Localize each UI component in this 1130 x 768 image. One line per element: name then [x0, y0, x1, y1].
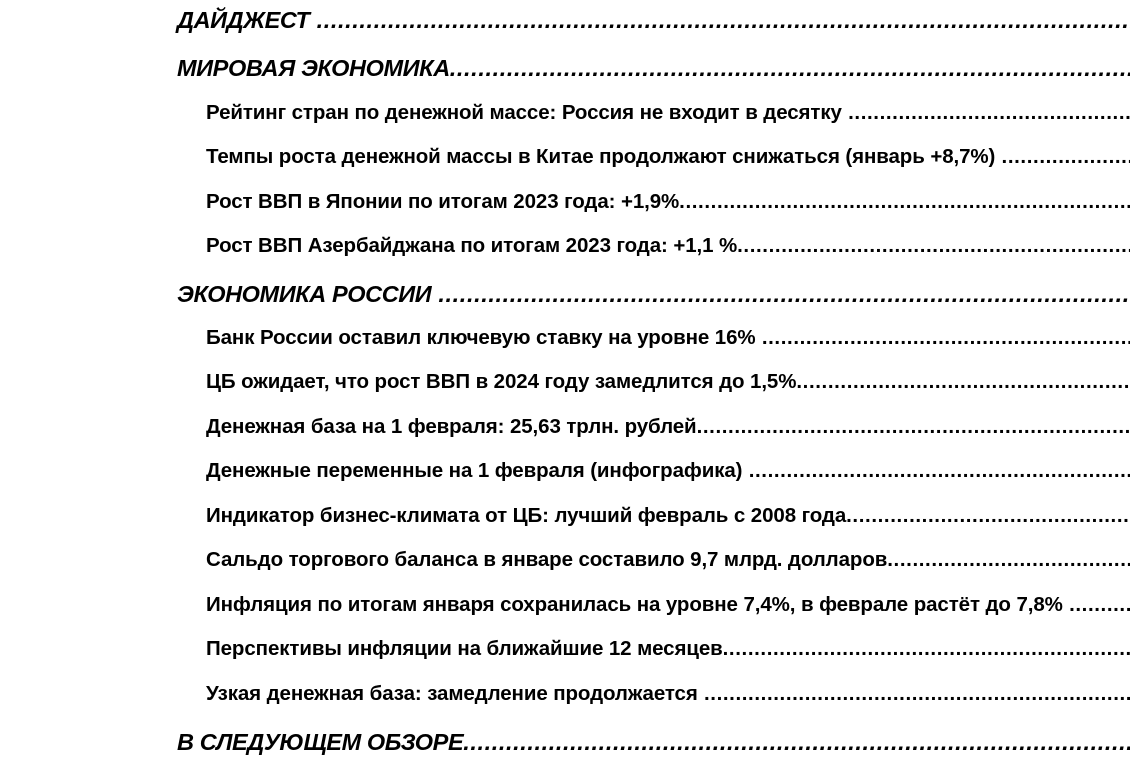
toc-item-title: Сальдо торгового баланса в январе составило 9,7 млрд. долларов [206, 548, 888, 571]
toc-item[interactable] [0, 590, 1130, 634]
toc-leader-dots [310, 7, 1130, 33]
toc-item-title: Денежные переменные на 1 февраля (инфографика) [206, 459, 743, 482]
toc-item[interactable] [0, 187, 1130, 231]
toc-item[interactable] [0, 634, 1130, 678]
toc-item[interactable] [0, 545, 1130, 589]
toc-item[interactable] [0, 142, 1130, 186]
toc-item-title: Инфляция по итогам января сохранилась на уровне 7,4%, в феврале растёт до 7,8% [206, 593, 1063, 616]
toc-leader-dots [723, 637, 1130, 660]
toc-leader-dots [450, 55, 1130, 81]
toc-item-title: Узкая денежная база: замедление продолжается [206, 682, 698, 705]
toc-leader-dots [796, 370, 1130, 393]
toc-leader-dots [463, 729, 1130, 755]
toc-leader-dots [1063, 593, 1130, 616]
toc-item-title: Темпы роста денежной массы в Китае продолжают снижаться (январь +8,7%) [206, 145, 996, 168]
toc-leader-dots [742, 459, 1130, 482]
toc-leader-dots [431, 281, 1130, 307]
toc-item[interactable] [0, 231, 1130, 275]
toc-leader-dots [995, 145, 1130, 168]
toc-item[interactable] [0, 501, 1130, 545]
toc-section-title: ЭКОНОМИКА РОССИИ [177, 281, 432, 307]
toc-section-world-economy[interactable] [0, 50, 1130, 94]
toc-item[interactable] [0, 98, 1130, 142]
toc-leader-dots [679, 190, 1130, 213]
toc-item-title: Рост ВВП Азербайджана по итогам 2023 года: +1,1 % [206, 234, 738, 257]
toc-item-title: Перспективы инфляции на ближайшие 12 месяцев [206, 637, 723, 660]
toc-leader-dots [756, 326, 1130, 349]
toc-item-title: Рост ВВП в Японии по итогам 2023 года: +1,9% [206, 190, 680, 213]
toc-leader-dots [737, 234, 1130, 257]
toc-section-title: В СЛЕДУЮЩЕМ ОБЗОРЕ [177, 729, 464, 755]
toc-section-next-review[interactable] [0, 724, 1130, 768]
toc-item[interactable] [0, 412, 1130, 456]
toc-leader-dots [698, 682, 1130, 705]
toc-item-title: Денежная база на 1 февраля: 25,63 трлн. рублей [206, 415, 697, 438]
toc-item-title: ЦБ ожидает, что рост ВВП в 2024 году замедлится до 1,5% [206, 370, 797, 393]
toc-section-russia-economy[interactable] [0, 276, 1130, 320]
toc-leader-dots [887, 548, 1130, 571]
toc-item[interactable] [0, 367, 1130, 411]
toc-item-title: Банк России оставил ключевую ставку на уровне 16% [206, 326, 756, 349]
toc-item[interactable] [0, 323, 1130, 367]
toc-leader-dots [697, 415, 1130, 438]
toc-item-title: Индикатор бизнес-климата от ЦБ: лучший февраль с 2008 года [206, 504, 847, 527]
toc-item[interactable] [0, 456, 1130, 500]
toc-leader-dots [846, 504, 1130, 527]
toc-section-digest[interactable] [0, 2, 1130, 46]
toc-item[interactable] [0, 679, 1130, 723]
toc-leader-dots [842, 101, 1130, 124]
toc-item-title: Рейтинг стран по денежной массе: Россия не входит в десятку [206, 101, 842, 124]
toc-section-title: МИРОВАЯ ЭКОНОМИКА [177, 55, 450, 81]
toc-section-title: ДАЙДЖЕСТ [177, 7, 310, 33]
